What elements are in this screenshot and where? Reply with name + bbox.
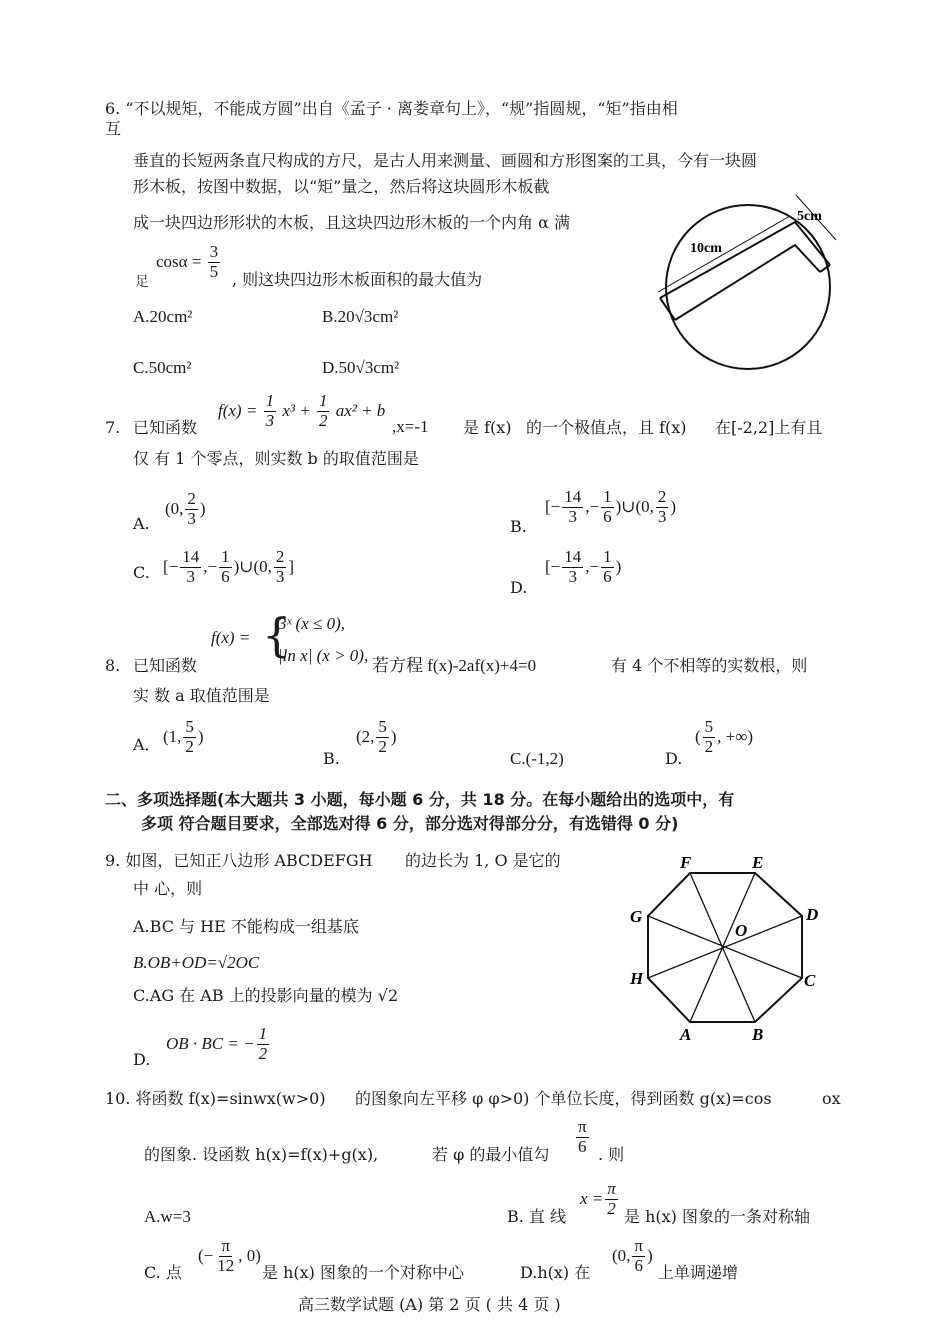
q7-mid3: 的一个极值点，且 f(x) (526, 418, 687, 437)
q6-cos-expression (156, 243, 222, 281)
q6-option-b: B.20√3cm² (322, 307, 399, 326)
q10-option-b-post: 是 h(x) 图象的一条对称轴 (624, 1207, 810, 1226)
page-footer: 高三数学试题 (A) 第 2 页 ( 共 4 页 ) (298, 1295, 561, 1314)
q9-label-e: E (752, 853, 764, 872)
q6-option-a: A.20cm² (133, 307, 193, 326)
q10-option-d-pre: D.h(x) 在 (520, 1263, 591, 1282)
q10-line2a: 的图象. 设函数 h(x)=f(x)+g(x), (144, 1145, 379, 1164)
q10-line2c: . 则 (598, 1145, 625, 1164)
q8-case1: 3ˣ (x ≤ 0), (278, 614, 345, 633)
q8-case2: |ln x| (x > 0), (278, 646, 369, 665)
q8-option-d-label: D. (665, 749, 683, 768)
q6-label-10cm: 10cm (690, 241, 722, 256)
q9-label-b: B (752, 1025, 764, 1044)
q10-line1a: 10. 将函数 f(x)=sinwx(w>0) (105, 1089, 326, 1108)
q10-option-d-post: 上单调递增 (658, 1263, 739, 1282)
q7-option-b-label: B. (510, 517, 527, 536)
q9-label-h: H (630, 969, 644, 988)
q8-option-a-label: A． (133, 735, 161, 754)
q7-line2: 仅 有 1 个零点，则实数 b 的取值范围是 (133, 449, 419, 468)
q9-option-b: B.OB+OD=√2OC (133, 953, 260, 972)
section2-line2: 多项 符合题目要求，全部选对得 6 分，部分选对得部分分，有选错得 0 分) (141, 814, 679, 833)
q6-cos-fraction: $\frac{3}{5}$ (209, 242, 219, 281)
q10-line1b: 的图象向左平移 φ φ>0) 个单位长度，得到函数 g(x)=cos (355, 1089, 772, 1108)
q6-line2: 垂直的长短两条直尺构成的方尺，是古人用来测量、画圆和方形图案的工具，今有一块圆 (133, 151, 758, 170)
q9-octagon-figure (620, 850, 830, 1050)
q6-label-5cm: 5cm (797, 209, 822, 224)
q10-option-c-pre: C. 点 (144, 1263, 182, 1282)
q7-option-c-label: C. (133, 563, 150, 582)
q8-mid2: 有 4 个不相等的实数根，则 (611, 656, 808, 675)
q9-label-c: C (804, 971, 816, 990)
q6-option-d: D.50√3cm² (322, 358, 400, 377)
q10-option-c-point: (− $\frac{\pi}{12}$ , 0) (198, 1236, 261, 1275)
q9-option-d: OB · BC = − $\frac{1}{2}$ (166, 1024, 268, 1063)
q6-line4: 成一块四边形形状的木板，且这块四边形木板的一个内角 α 满 (133, 213, 570, 232)
q7-option-a-label: A. (133, 514, 150, 533)
q10-option-a: A.w=3 (144, 1207, 191, 1226)
q7-prefix: 已知函数 (133, 418, 198, 437)
q9-line1a: 9. 如图，已知正八边形 ABCDEFGH (105, 851, 373, 870)
q9-option-a: A.BC 与 HE 不能构成一组基底 (133, 917, 359, 936)
q6-circle-figure (650, 180, 840, 375)
q8-mid1: 若方程 f(x)-2af(x)+4=0 (372, 656, 537, 675)
q10-phi-fraction: $\frac{\pi}{6}$ (578, 1117, 587, 1156)
q6-option-c: C.50cm² (133, 358, 192, 377)
q9-label-g: G (630, 907, 643, 926)
section2-line1: 二、多项选择题(本大题共 3 小题，每小题 6 分，共 18 分。在每小题给出的选项中，有 (105, 790, 735, 809)
q7-mid1: ,x=-1 (392, 417, 429, 436)
q8-prefix: 已知函数 (133, 656, 198, 675)
q9-option-c: C.AG 在 AB 上的投影向量的模为 √2 (133, 986, 399, 1005)
q7-mid2: 是 f(x) (463, 418, 512, 437)
q7-number: 7. (105, 418, 121, 437)
q10-line2b: 若 φ 的最小值勾 (432, 1145, 550, 1164)
q8-option-b-label: B. (323, 749, 340, 768)
q7-function: f(x) = $\frac{1}{3}$ x³ + $\frac{1}{2}$ ax² + b (218, 391, 386, 430)
q10-line1c: ox (822, 1089, 841, 1108)
q7-option-c: [− $\frac{14}{3}$ ,− $\frac{1}{6}$ )∪(0, $\frac{2}{3}$ ] (163, 547, 295, 586)
q9-label-o: O (735, 921, 748, 940)
q9-line1b: 的边长为 1, O 是它的 (405, 851, 561, 870)
q8-brace: { (262, 608, 292, 662)
q6-line5-pre: 足 (135, 274, 149, 290)
q6-line1b: 互 (105, 119, 122, 138)
q8-option-d: ( $\frac{5}{2}$ , +∞) (695, 717, 754, 756)
q9-line2: 中 心，则 (133, 879, 203, 898)
q10-option-c-post: 是 h(x) 图象的一个对称中心 (262, 1263, 464, 1282)
q6-line3: 形木板，按图中数据，以“矩”量之，然后将这块圆形木板截 (133, 177, 550, 196)
q8-option-a: (1, $\frac{5}{2}$ ) (163, 717, 204, 756)
q10-option-b-pre: B. 直 线 (507, 1207, 567, 1226)
q8-option-b: (2, $\frac{5}{2}$ ) (356, 717, 397, 756)
q6-circle (666, 205, 830, 369)
q7-mid4: 在[-2,2]上有且 (715, 418, 823, 437)
q8-f-label: f(x) = (211, 628, 251, 647)
q6-square-inner (675, 245, 820, 320)
q8-line2: 实 数 a 取值范围是 (133, 686, 270, 705)
q6-line1: 6. “不以规矩，不能成方圆”出自《孟子 · 离娄章句上》，“规”指圆规，“矩”指由相 (105, 99, 678, 118)
q9-label-d: D (806, 905, 819, 924)
q6-line5-post: , 则这块四边形木板面积的最大值为 (232, 270, 483, 289)
q9-option-d-label: D. (133, 1050, 151, 1069)
q9-label-f: F (680, 853, 692, 872)
q10-option-b-expr: x = $\frac{\pi}{2}$ (580, 1179, 616, 1218)
q8-option-c: C.(-1,2) (510, 749, 564, 768)
q7-option-b: [− $\frac{14}{3}$ ,− $\frac{1}{6}$ )∪(0, $\frac{2}{3}$ ) (545, 487, 677, 526)
q7-option-d: [− $\frac{14}{3}$ ,− $\frac{1}{6}$ ) (545, 547, 622, 586)
q6-cos-label: cosα = (156, 251, 202, 271)
q7-option-a: (0, $\frac{2}{3}$ ) (165, 489, 206, 528)
q7-option-d-label: D. (510, 578, 528, 597)
q10-option-d-interval: (0, $\frac{\pi}{6}$ ) (612, 1236, 653, 1275)
q8-number: 8. (105, 656, 121, 675)
q9-label-a: A (680, 1025, 692, 1044)
